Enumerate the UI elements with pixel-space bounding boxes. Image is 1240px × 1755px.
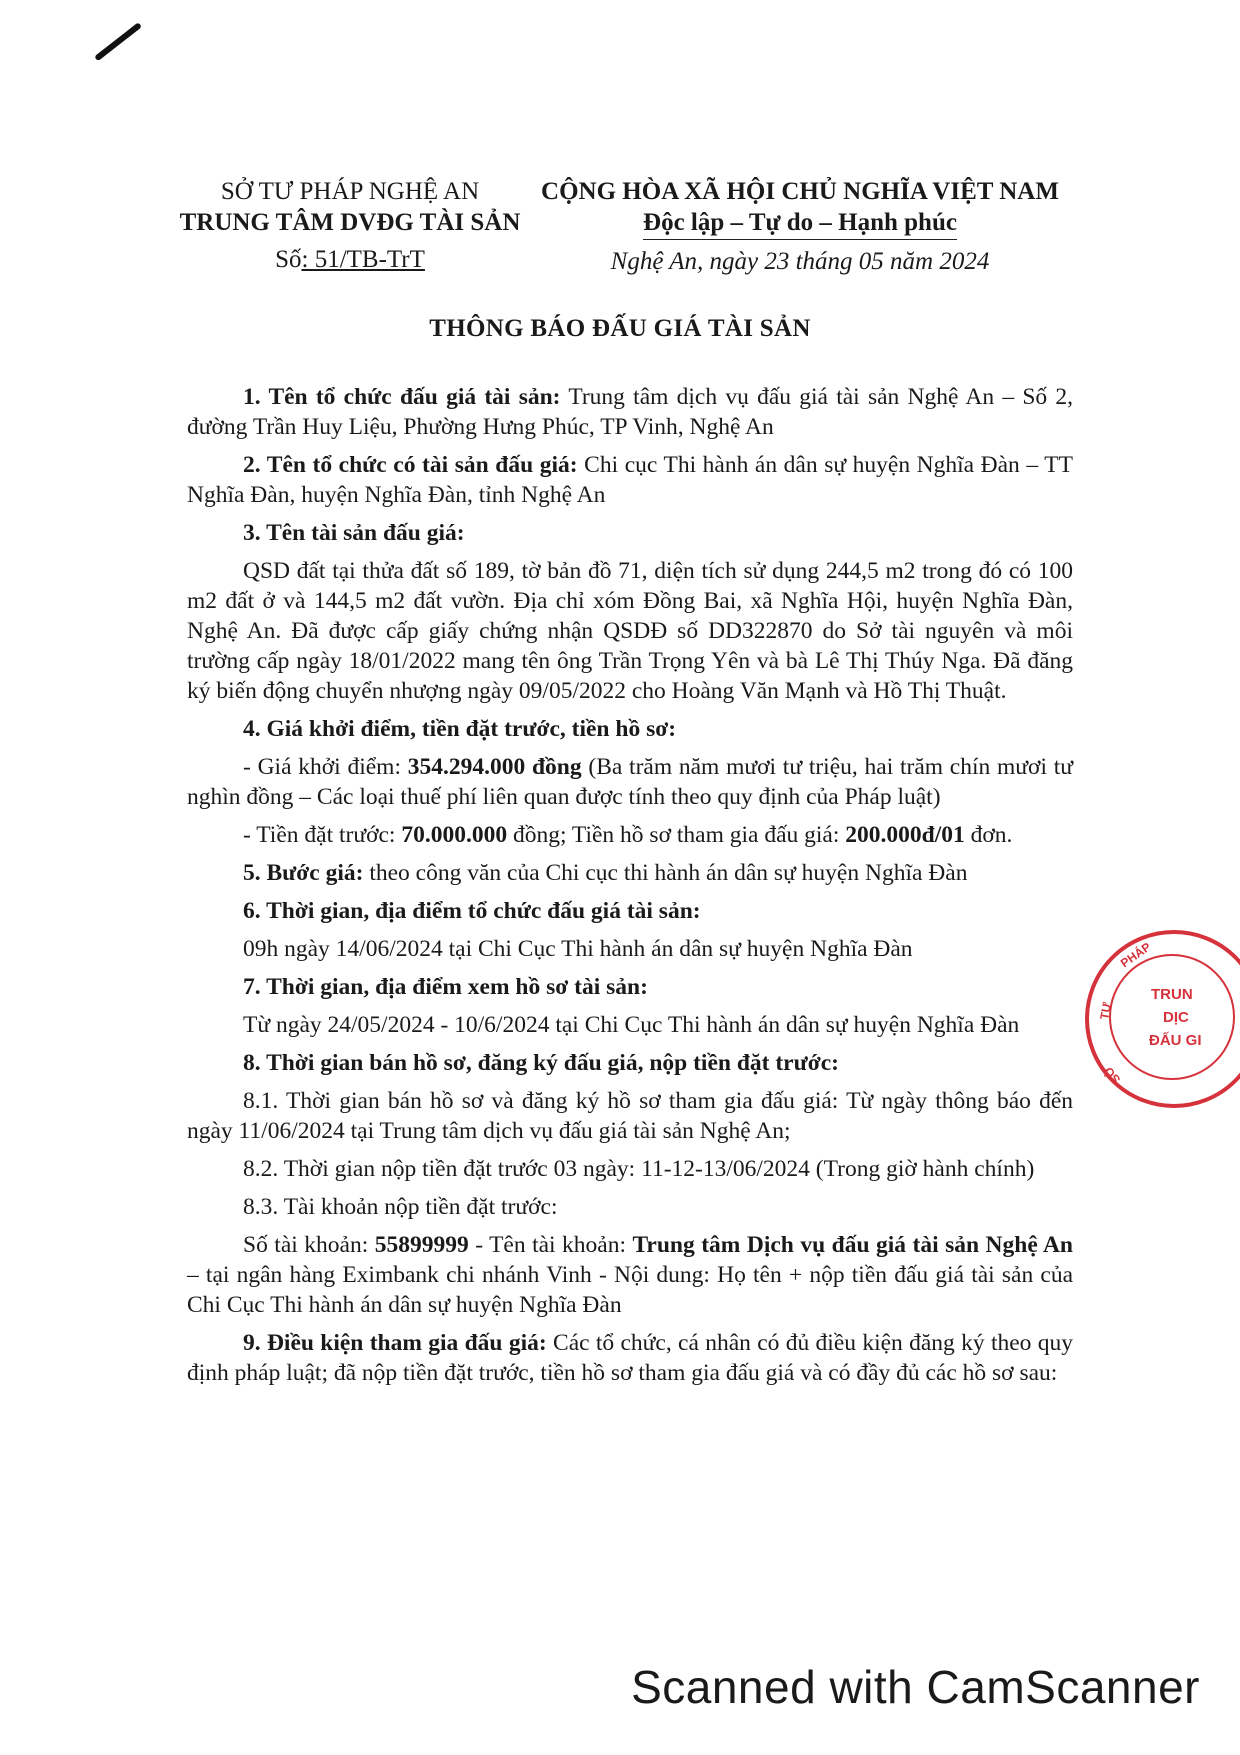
section-9-label: 9. Điều kiện tham gia đấu giá: — [243, 1330, 547, 1356]
starting-price-value: 354.294.000 đồng — [407, 754, 582, 780]
section-4-heading — [187, 714, 1073, 744]
section-5-text: theo công văn của Chi cục thi hành án dân sự huyện Nghĩa Đàn — [363, 860, 968, 886]
section-3-text: QSD đất tại thửa đất số 189, tờ bản đồ 71, diện tích sử dụng 244,5 m2 trong đó có 100 m2 đất ở và 144,5 m2 đất vườn. Địa chỉ xóm Đồng Bai, xã Nghĩa Hội, huyện Nghĩa Đàn, Nghệ An. Đã được cấp giấy chứng nhận QSDĐ số DD322870 do Sở tài nguyên và môi trường cấp ngày 18/01/2022 mang tên ông Trần Trọng Yên và bà Lê Thị Thúy Nga. Đã đăng ký biến động chuyển nhượng ngày 09/05/2022 cho Hoàng Văn Mạnh và Hồ Thị Thuật. — [187, 558, 1073, 704]
section-7-label: 7. Thời gian, địa điểm xem hồ sơ tài sản: — [243, 974, 648, 1000]
section-6-text: 09h ngày 14/06/2024 tại Chi Cục Thi hành án dân sự huyện Nghĩa Đàn — [243, 936, 913, 962]
deposit-prefix: - Tiền đặt trước: — [243, 822, 402, 848]
document-number — [170, 244, 530, 275]
section-8-1: 8.1. Thời gian bán hồ sơ và đăng ký hồ sơ tham gia đấu giá: Từ ngày thông báo đến ngày 11/06/2024 tại Trung tâm dịch vụ đấu giá tài sản Nghệ An; — [187, 1088, 1073, 1144]
document-number-label: Số — [275, 246, 302, 273]
place-date: Nghệ An, ngày 23 tháng 05 năm 2024 — [610, 248, 990, 275]
section-1 — [187, 382, 1073, 442]
section-5-label: 5. Bước giá: — [243, 860, 364, 886]
bank-account-prefix: Số tài khoản: — [243, 1232, 375, 1258]
seal-text-3: ĐẤU GI — [1149, 1032, 1202, 1049]
section-2-label: 2. Tên tổ chức có tài sản đấu giá: — [243, 452, 578, 478]
seal-text-left: TƯ — [1097, 1001, 1115, 1021]
scanner-watermark: Scanned with CamScanner — [631, 1661, 1200, 1713]
fee-suffix: đơn. — [964, 822, 1013, 848]
section-4-label: 4. Giá khởi điểm, tiền đặt trước, tiền hồ sơ: — [243, 716, 677, 742]
deposit-mid: đồng; Tiền hồ sơ tham gia đấu giá: — [507, 822, 846, 848]
section-7-text: Từ ngày 24/05/2024 - 10/6/2024 tại Chi Cục Thi hành án dân sự huyện Nghĩa Đàn — [243, 1012, 1020, 1038]
starting-price-text: (Ba trăm năm mươi tư triệu, hai trăm chín mươi tư nghìn đồng – Các loại thuế phí liên quan được tính theo quy định của Pháp luật) — [187, 754, 1073, 810]
bank-account-name: Trung tâm Dịch vụ đấu giá tài sản Nghệ An — [632, 1232, 1073, 1258]
document-body — [187, 382, 1073, 1396]
red-seal-stamp — [1085, 930, 1240, 1108]
section-5 — [187, 858, 1073, 888]
issuer-center: TRUNG TÂM DVĐG TÀI SẢN — [179, 209, 521, 236]
section-7-heading — [187, 972, 1073, 1002]
section-1-text: Trung tâm dịch vụ đấu giá tài sản Nghệ An – Số 2, đường Trần Huy Liệu, Phường Hưng Phúc, TP Vinh, Nghệ An — [187, 384, 1074, 440]
section-8-2: 8.2. Thời gian nộp tiền đặt trước 03 ngày: 11-12-13/06/2024 (Trong giờ hành chính) — [243, 1156, 1035, 1182]
section-8-3: 8.3. Tài khoản nộp tiền đặt trước: — [243, 1194, 558, 1220]
starting-price — [187, 752, 1073, 812]
section-2-text: Chi cục Thi hành án dân sự huyện Nghĩa Đàn – TT Nghĩa Đàn, huyện Nghĩa Đàn, tỉnh Nghệ An — [187, 452, 1073, 508]
section-8-label: 8. Thời gian bán hồ sơ, đăng ký đấu giá, nộp tiền đặt trước: — [243, 1050, 839, 1076]
seal-text-bottom: SỞ — [1100, 1063, 1124, 1087]
document-title: THÔNG BÁO ĐẤU GIÁ TÀI SẢN — [429, 315, 811, 342]
seal-text-top: PHÁP — [1118, 939, 1154, 971]
section-6-heading — [187, 896, 1073, 926]
national-motto: Độc lập – Tự do – Hạnh phúc — [643, 207, 957, 240]
national-title: CỘNG HÒA XÃ HỘI CHỦ NGHĨA VIỆT NAM — [541, 178, 1059, 205]
document-number-value: : 51/TB-TrT — [301, 246, 425, 273]
deposit-value: 70.000.000 — [401, 822, 508, 848]
section-6-label: 6. Thời gian, địa điểm tổ chức đấu giá tài sản: — [243, 898, 701, 924]
deposit-line — [187, 820, 1073, 850]
pen-mark — [94, 22, 142, 61]
issuer-department: SỞ TƯ PHÁP NGHỆ AN — [220, 178, 480, 205]
section-3-label: 3. Tên tài sản đấu giá: — [243, 520, 465, 546]
section-2 — [187, 450, 1073, 510]
section-1-label: 1. Tên tổ chức đấu giá tài sản: — [243, 384, 561, 410]
seal-text-1: TRUN — [1151, 986, 1193, 1003]
fee-value: 200.000đ/01 — [845, 822, 965, 848]
section-3-heading — [187, 518, 1073, 548]
section-9 — [187, 1328, 1073, 1388]
national-header — [540, 176, 1060, 277]
starting-price-prefix: - Giá khởi điểm: — [243, 754, 408, 780]
section-9-text: Các tổ chức, cá nhân có đủ điều kiện đăng ký theo quy định pháp luật; đã nộp tiền đặt trước, tiền hồ sơ tham gia đấu giá và có đầy đủ các hồ sơ sau: — [187, 1330, 1073, 1386]
bank-account — [187, 1230, 1073, 1320]
bank-account-text: – tại ngân hàng Eximbank chi nhánh Vinh - Nội dung: Họ tên + nộp tiền đấu giá tài sản của Chi Cục Thi hành án dân sự huyện Nghĩa Đàn — [187, 1262, 1073, 1318]
seal-text-2: DỊC — [1163, 1009, 1189, 1026]
section-8-heading — [187, 1048, 1073, 1078]
bank-account-number: 55899999 — [374, 1232, 469, 1258]
bank-account-mid: - Tên tài khoản: — [468, 1232, 633, 1258]
issuer-header — [170, 176, 530, 275]
